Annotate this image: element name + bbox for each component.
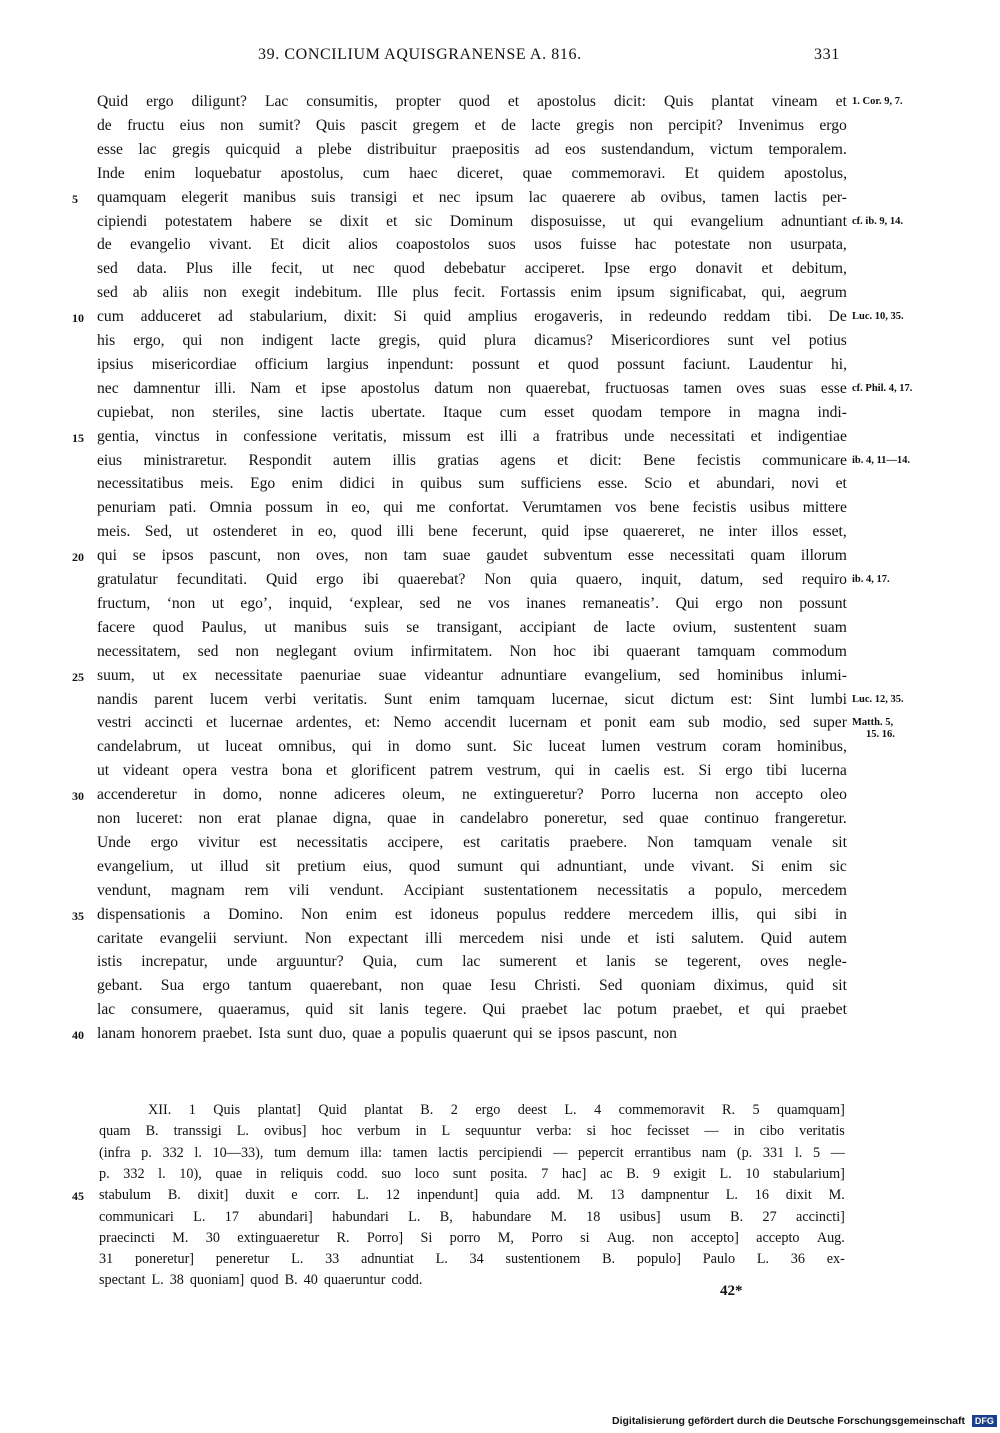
text-line: necessitatibus meis. Ego enim didici in quibus sum sufficiens esse. Scio et abundari, novi et <box>97 475 847 493</box>
text-line: nec damnentur illi. Nam et ipse apostolus datum non quaerebat, fructuosas tamen oves suas esse <box>97 379 847 397</box>
margin-reference: Matth. 5, <box>852 717 894 729</box>
line-number: 30 <box>72 789 84 804</box>
text-line: gebant. Sua ergo tantum quaerebant, non quae Iesu Christi. Sed quoniam diximus, quid sit <box>97 977 847 995</box>
margin-reference: cf. Phil. 4, 17. <box>852 382 913 394</box>
text-line: gratulatur fecunditati. Quid ergo ibi quaerebat? Non quia quaero, inquit, datum, sed requiro <box>97 571 847 588</box>
text-line: facere quod Paulus, ut manibus suis se transigant, accipiant de lacte ovium, sustentent suam <box>97 618 847 636</box>
line-number: 5 <box>72 191 78 206</box>
margin-reference: Luc. 10, 35. <box>852 311 904 323</box>
text-line: Quid ergo diligunt? Lac consumitis, propter quod et apostolus dicit: Quis plantat vineam et <box>97 93 847 110</box>
text-line: dispensationis a Domino. Non enim est idoneus populus reddere mercedem illis, qui sibi in <box>97 905 847 923</box>
text-line: penuriam pati. Omnia possum in eo, qui me confortat. Verumtamen vos bene fecistis usibus mittere <box>97 499 847 517</box>
text-line: caritate evangelii serviunt. Non expectant illi mercedem nisi unde et isti salutem. Quid autem <box>97 929 847 947</box>
line-number: 20 <box>72 550 84 565</box>
apparatus-line: 31 poneretur] peneretur L. 33 adnuntiat L. 34 sustentionem B. populo] Paulo L. 36 ex- <box>99 1251 845 1268</box>
footer-text: Digitalisierung gefördert durch die Deutsche Forschungsgemeinschaft <box>612 1415 965 1427</box>
margin-reference: Luc. 12, 35. <box>852 693 904 705</box>
text-line: esse lac gregis quicquid a plebe distribuitur praepositis ad eos sustendandum, victum temporalem. <box>97 140 847 158</box>
line-number: 35 <box>72 908 84 923</box>
apparatus-line: quam B. transsigi L. ovibus] hoc verbum in L sequuntur verba: si hoc fecisset — in cibo veritatis <box>99 1123 845 1140</box>
text-line: meis. Sed, ut ostenderet in eo, quod illi bene fecerunt, quid ipse quaereret, ne inter illos esset, <box>97 523 847 541</box>
apparatus-line: (infra p. 332 l. 10—33), tum demum illa: tamen lactis percipiendi — pepercit errantibus nam (p. 331 l. 5 — <box>99 1144 845 1161</box>
text-line: sed data. Plus ille fecit, ut nec quod debebatur acciperet. Ipse ergo donavit et debitum, <box>97 260 847 278</box>
apparatus-line: communicari L. 17 abundari] habundari L. B, habundare M. 18 usibus] usum B. 27 accincti] <box>99 1208 845 1225</box>
text-line: accenderetur in domo, nonne adiceres oleum, ne extingueretur? Porro lucerna non accepto oleo <box>97 786 847 804</box>
running-header <box>0 46 1000 74</box>
signature-mark: 42* <box>720 1283 743 1299</box>
line-number: 10 <box>72 311 84 326</box>
apparatus-line: stabulum B. dixit] duxit e corr. L. 12 inpendunt] quia add. M. 13 dampnentur L. 16 dixit M. <box>99 1187 845 1204</box>
margin-reference: 15. 16. <box>866 729 895 741</box>
text-line: his ergo, qui non indigent lacte gregis, quid plura dicamus? Misericordiores sunt vel potius <box>97 332 847 349</box>
text-line: quamquam elegerit manibus suis transigi et nec ipsum lac quaerere ab ovibus, tamen lactis per- <box>97 188 847 206</box>
text-line: nandis parent lucem verbi veritatis. Sunt enim tamquam lucernae, sicut dictum est: Sint lumbi <box>97 690 847 708</box>
margin-reference: ib. 4, 17. <box>852 574 890 585</box>
text-line: ut videant opera vestra bona et glorificent patrem vestrum, qui in caelis est. Si ergo tibi lucerna <box>97 762 847 780</box>
page-number: 331 <box>814 46 840 63</box>
margin-reference: cf. ib. 9, 14. <box>852 215 904 227</box>
line-number: 25 <box>72 669 84 684</box>
text-line: candelabrum, ut luceat omnibus, qui in domo sunt. Sic luceat lumen vestrum coram hominibus, <box>97 738 847 756</box>
footer-credit <box>612 1415 997 1427</box>
text-line: eius ministraretur. Respondit autem illis gratias agens et dicit: Bene fecistis communicare <box>97 451 847 469</box>
margin-reference: 1. Cor. 9, 7. <box>852 96 903 107</box>
text-line: de evangelio vivant. Et dicit alios coapostolos suos usos fuisse hac potestate non usurpata, <box>97 236 847 254</box>
text-line: evangelium, ut illud sit pretium eius, quod sumunt qui adnuntiant, unde vivant. Si enim sic <box>97 857 847 875</box>
text-line: Unde ergo vivitur est necessitatis accipere, est caritatis praebere. Non tamquam venale sit <box>97 833 847 851</box>
text-line: fructum, ‘non ut ego’, inquid, ‘explear, sed ne vos inanes remaneatis’. Qui ergo non possunt <box>97 594 847 612</box>
apparatus-line: XII. 1 Quis plantat] Quid plantat B. 2 ergo deest L. 4 commemoravit R. 5 quamquam] <box>148 1102 845 1118</box>
text-line: cum adduceret ad stabularium, dixit: Si quid amplius erogaveris, in redeundo reddam tibi. De <box>97 308 847 326</box>
apparatus-line: spectant L. 38 quoniam] quod B. 40 quaeruntur codd. <box>99 1272 423 1289</box>
text-line: cupiebat, non steriles, sine lactis ubertate. Itaque cum esset quodam tempore in magna indi- <box>97 403 847 421</box>
line-number: 40 <box>72 1028 84 1043</box>
text-line: lanam honorem praebet. Ista sunt duo, quae a populis quaerunt qui se ipsos pascunt, non <box>97 1025 677 1043</box>
text-line: cipiendi potestatem habere se dixit et sic Dominum disposuisse, ut qui evangelium adnuntiant <box>97 212 847 230</box>
text-line: Inde enim loquebatur apostolus, cum haec diceret, quae commemoravi. Et quidem apostolus, <box>97 164 847 182</box>
text-line: lac consumere, quaeramus, quid sit lanis tegere. Qui praebet lac potum praebet, et qui praebet <box>97 1001 847 1019</box>
text-line: istis increpatur, unde arguuntur? Quia, cum lac sumerent et lanis se tegerent, oves negle- <box>97 953 847 971</box>
running-title: 39. CONCILIUM AQUISGRANENSE A. 816. <box>258 46 582 63</box>
text-line: necessitatem, sed non neglegant ovium infirmitatem. Non hoc ibi quaerant tamquam commodum <box>97 642 847 660</box>
text-line: ipsius misericordiae officium largius inpendunt: possunt et quod possunt faciunt. Laudentur hi, <box>97 355 847 373</box>
text-line: de fructu eius non sumit? Quis pascit gregem et de lacte gregis non percipit? Invenimus ergo <box>97 116 847 134</box>
text-line: sed ab aliis non exegit indebitum. Ille plus fecit. Fortassis enim ipsum significabat, qui, aegrum <box>97 284 847 302</box>
line-number: 15 <box>72 430 84 445</box>
text-line: suum, ut ex necessitate paenuriae suae videantur adnuntiare evangelium, sed hominibus inlumi- <box>97 666 847 684</box>
text-line: gentia, vinctus in confessione veritatis, missum est illi a fratribus unde necessitati et indigentiae <box>97 427 847 445</box>
apparatus-line-number: 45 <box>72 1189 84 1204</box>
apparatus-line: praecincti M. 30 extinguaeretur R. Porro] Si porro M, Porro si Aug. non accepto] accepto Aug. <box>99 1229 845 1246</box>
text-line: vestri accincti et lucernae ardentes, et: Nemo accendit lucernam et ponit eam sub modio, sed super <box>97 714 847 732</box>
dfg-logo: DFG <box>972 1415 997 1427</box>
text-line: vendunt, magnam rem vili vendunt. Accipiant sustentationem necessitatis a populo, mercedem <box>97 881 847 899</box>
text-line: non luceret: non erat planae digna, quae in candelabro poneretur, sed quae continuo frangeretur. <box>97 810 847 827</box>
text-line: qui se ipsos pascunt, non oves, non tam suae gaudet subventum esse necessitati quam illorum <box>97 547 847 565</box>
margin-reference: ib. 4, 11—14. <box>852 454 911 466</box>
apparatus-line: p. 332 l. 10), quae in reliquis codd. suo loco sunt posita. 7 hac] ac B. 9 exigit L. 10 stabularium] <box>99 1165 845 1182</box>
